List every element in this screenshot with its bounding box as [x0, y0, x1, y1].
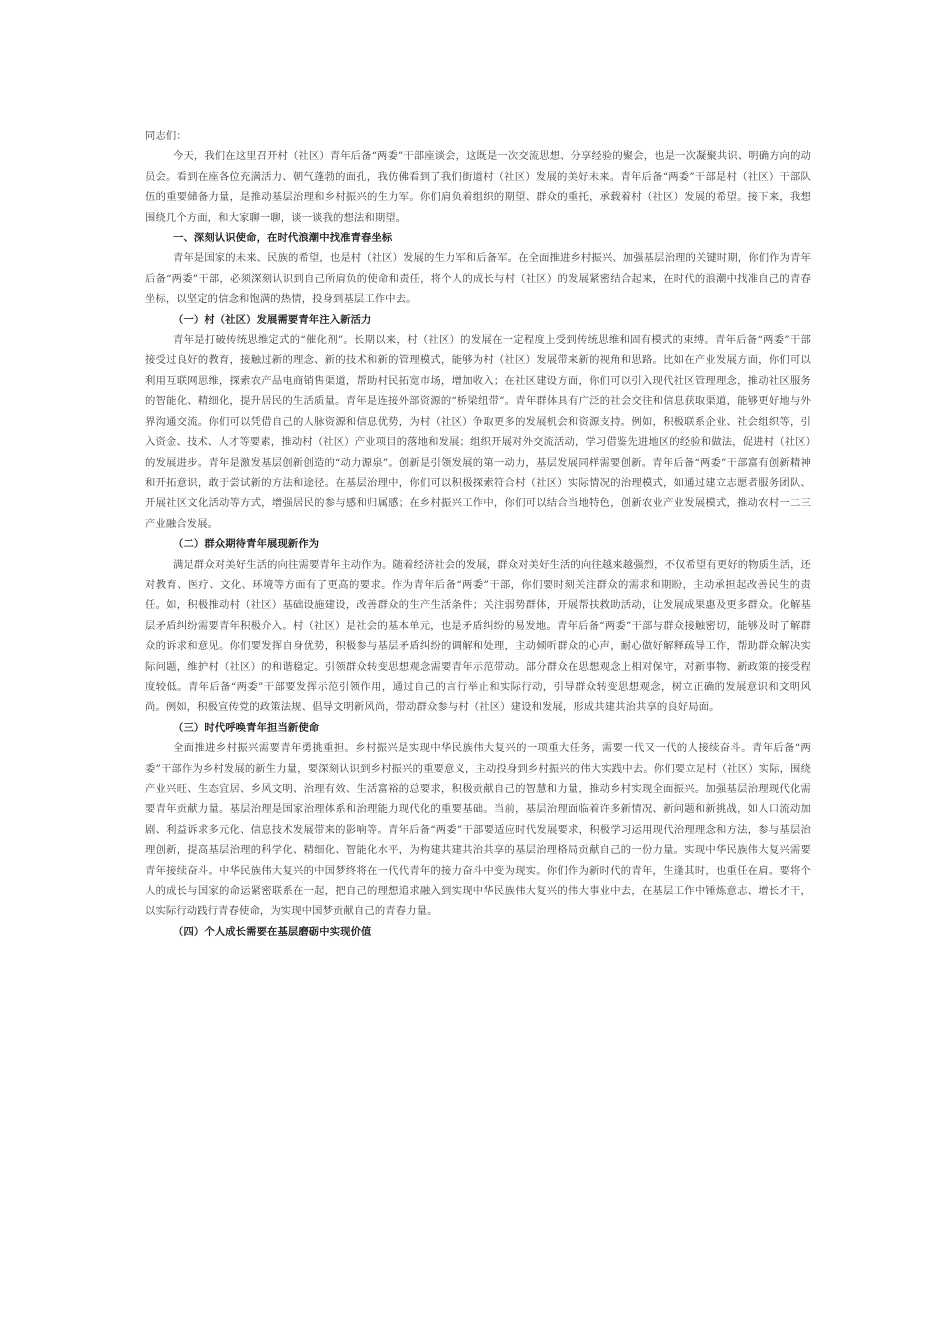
subheading-3: （三）时代呼唤青年担当新使命 — [173, 721, 320, 734]
subheading-1: （一）村（社区）发展需要青年注入新活力 — [173, 313, 372, 326]
intro-paragraph: 今天，我们在这里召开村（社区）青年后备“两委”干部座谈会，这既是一次交流思想、分享经验的聚会，也是一次凝聚共识、明确方向的动员会。看到在座各位充满活力、朝气蓬勃的面孔，我仿佛看到了我们街道村（社区）发展的美好未来。青年后备“两委”干部是村（社区）干部队伍的重要储备力量，是推动基层治理和乡村振兴的生力军。你们肩负着组织的期望、群众的重托，承载着村（社区）发展的希望。接下来，我想围绕几个方面，和大家聊一聊，谈一谈我的想法和期望。 — [145, 150, 811, 224]
subheading-4: （四）个人成长需要在基层磨砺中实现价值 — [173, 925, 372, 938]
paragraph-2: 青年是打破传统思维定式的“催化剂”。长期以来，村（社区）的发展在一定程度上受到传统思维和固有模式的束缚。青年后备“两委”干部接受过良好的教育，接触过新的理念、新的技术和新的管理模式，能够为村（社区）发展带来新的视角和思路。比如在产业发展方面，你们可以利用互联网思维，探索农产品电商销售渠道，帮助村民拓宽市场，增加收入；在社区建设方面，你们可以引入现代社区管理理念，推动社区服务的智能化、精细化，提升居民的生活质量。青年是连接外部资源的“桥梁纽带”。青年群体具有广泛的社会交往和信息获取渠道，能够更好地与外界沟通交流。你们可以凭借自己的人脉资源和信息优势，为村（社区）争取更多的发展机会和资源支持。例如，积极联系企业、社会组织等，引入资金、技术、人才等要素，推动村（社区）产业项目的落地和发展；组织开展对外交流活动，学习借鉴先进地区的经验和做法，促进村（社区）的发展进步。青年是激发基层创新创造的“动力源泉”。创新是引领发展的第一动力，基层发展同样需要创新。青年后备“两委”干部富有创新精神和开拓意识，敢于尝试新的方法和途径。在基层治理中，你们可以积极探索符合村（社区）实际情况的治理模式，如通过建立志愿者服务团队、开展社区文化活动等方式，增强居民的参与感和归属感；在乡村振兴工作中，你们可以结合当地特色，创新农业产业发展模式，推动农村一二三产业融合发展。 — [145, 334, 811, 530]
section-heading-1: 一、深刻认识使命，在时代浪潮中找准青春坐标 — [173, 232, 393, 245]
paragraph-1: 青年是国家的未来、民族的希望，也是村（社区）发展的生力军和后备军。在全面推进乡村振兴、加强基层治理的关键时期，你们作为青年后备“两委”干部，必须深刻认识到自己所肩负的使命和责任，将个人的成长与村（社区）的发展紧密结合起来，在时代的浪潮中找准自己的青春坐标，以坚定的信念和饱满的热情，投身到基层工作中去。 — [145, 252, 811, 306]
document-body — [145, 126, 811, 942]
paragraph-3: 满足群众对美好生活的向往需要青年主动作为。随着经济社会的发展，群众对美好生活的向往越来越强烈，不仅希望有更好的物质生活，还对教育、医疗、文化、环境等方面有了更高的要求。作为青年后备“两委”干部，你们要时刻关注群众的需求和期盼，主动承担起改善民生的责任。如，积极推动村（社区）基础设施建设，改善群众的生产生活条件；关注弱势群体，开展帮扶救助活动，让发展成果惠及更多群众。化解基层矛盾纠纷需要青年积极介入。村（社区）是社会的基本单元，也是矛盾纠纷的易发地。青年后备“两委”干部与群众接触密切，能够及时了解群众的诉求和意见。你们要发挥自身优势，积极参与基层矛盾纠纷的调解和处理，主动倾听群众的心声，耐心做好解释疏导工作，帮助群众解决实际问题，维护村（社区）的和谐稳定。引领群众转变思想观念需要青年示范带动。部分群众在思想观念上相对保守，对新事物、新政策的接受程度较低。青年后备“两委”干部要发挥示范引领作用，通过自己的言行举止和实际行动，引导群众转变思想观念，树立正确的发展意识和文明风尚。例如，积极宣传党的政策法规、倡导文明新风尚，带动群众参与村（社区）建设和发展，形成共建共治共享的良好局面。 — [145, 558, 811, 714]
paragraph-4: 全面推进乡村振兴需要青年勇挑重担。乡村振兴是实现中华民族伟大复兴的一项重大任务，需要一代又一代的人接续奋斗。青年后备“两委”干部作为乡村发展的新生力量，要深刻认识到乡村振兴的重要意义，主动投身到乡村振兴的伟大实践中去。你们要立足村（社区）实际，围绕产业兴旺、生态宜居、乡风文明、治理有效、生活富裕的总要求，积极贡献自己的智慧和力量，推动乡村实现全面振兴。加强基层治理现代化需要青年贡献力量。基层治理是国家治理体系和治理能力现代化的重要基础。当前，基层治理面临着许多新情况、新问题和新挑战，如人口流动加剧、利益诉求多元化、信息技术发展带来的影响等。青年后备“两委”干部要适应时代发展要求，积极学习运用现代治理理念和方法，参与基层治理创新，提高基层治理的科学化、精细化、智能化水平，为构建共建共治共享的基层治理格局贡献自己的一份力量。实现中华民族伟大复兴需要青年接续奋斗。中华民族伟大复兴的中国梦终将在一代代青年的接力奋斗中变为现实。你们作为新时代的青年，生逢其时，也重任在肩。要将个人的成长与国家的命运紧密联系在一起，把自己的理想追求融入到实现中华民族伟大复兴的伟大事业中去，在基层工作中锤炼意志、增长才干，以实际行动践行青春使命，为实现中国梦贡献自己的青春力量。 — [145, 742, 811, 918]
greeting: 同志们： — [145, 130, 187, 142]
subheading-2: （二）群众期待青年展现新作为 — [173, 538, 320, 551]
